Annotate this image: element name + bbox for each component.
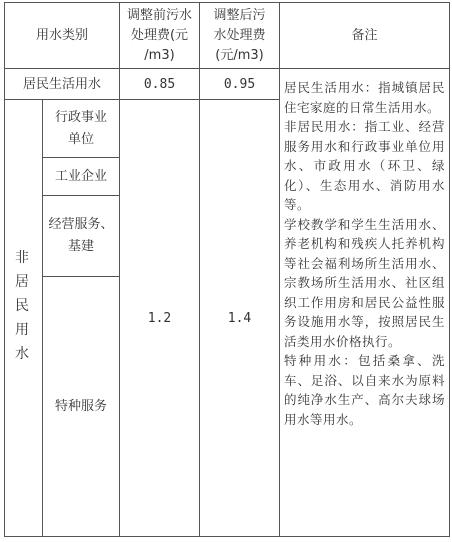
non-resident-char-2: 居 — [15, 274, 29, 290]
non-resident-char-5: 水 — [15, 346, 29, 362]
subcategory-service-line1: 经营服务、 — [48, 217, 114, 232]
resident-label-text: 居民生活用水 — [22, 76, 101, 92]
non-resident-char-1: 非 — [15, 250, 29, 266]
remark-welfare: 学校教学和学生生活用水、养老机构和残疾人托养机构等社会福利场所生活用水、宗教场所生活用水、社区组织工作用房和居民公益性服务设施用水等，按照居民生活类用水价格执行。 — [284, 216, 445, 349]
header-before-line3: /m3) — [144, 47, 175, 63]
non-resident-before-value — [120, 100, 199, 536]
non-resident-label — [10, 246, 34, 366]
remark-non-resident: 非居民用水：指工业、经营服务用水和行政事业单位用水、市政用水（环卫、绿化）、生态用水、消防用水等。 — [284, 119, 445, 212]
subcategory-industry-text: 工业企业 — [54, 169, 107, 184]
resident-label — [5, 69, 119, 99]
remark-resident: 居民生活用水：指城镇居民住宅家庭的日常生活用水。 — [284, 80, 445, 115]
header-after-line1: 调整后污 — [213, 7, 266, 23]
after-column-divider — [279, 2, 280, 537]
subcategory-gov-line1: 行政事业 — [54, 109, 107, 125]
non-resident-char-4: 用 — [15, 322, 29, 338]
resident-after-value — [200, 69, 279, 99]
resident-after-text: 0.95 — [223, 76, 256, 92]
header-remark-label: 备注 — [351, 27, 378, 43]
header-remark — [280, 3, 449, 68]
subcategory-service-line2: 基建 — [67, 239, 94, 254]
resident-before-value — [120, 69, 199, 99]
subcategory-gov-line2: 单位 — [67, 131, 94, 147]
subcategory-service — [43, 196, 119, 276]
header-after-line2: 水处理费 — [213, 27, 266, 43]
subcategory-special — [43, 277, 119, 536]
header-category-label: 用水类别 — [35, 27, 88, 43]
header-before — [120, 3, 199, 68]
header-after — [200, 3, 279, 68]
header-after-line3: (元/m3) — [215, 47, 264, 63]
subcategory-special-text: 特种服务 — [54, 399, 107, 414]
subcategory-industry — [43, 158, 119, 195]
header-before-line2: 处理费(元 — [130, 27, 189, 43]
non-resident-after-text: 1.4 — [227, 310, 252, 326]
remark-column — [284, 78, 445, 429]
header-before-line1: 调整前污水 — [126, 7, 192, 23]
resident-before-text: 0.85 — [143, 76, 176, 92]
non-resident-before-text: 1.2 — [147, 310, 172, 326]
non-resident-char-3: 民 — [15, 298, 29, 314]
header-category — [5, 3, 119, 68]
subcategory-gov — [43, 100, 119, 157]
remark-special: 特种用水：包括桑拿、洗车、足浴、以自来水为原料的纯净水生产、高尔夫球场用水等用水。 — [284, 353, 445, 427]
table-border-right — [449, 2, 450, 537]
table-border-bottom — [4, 536, 450, 537]
non-resident-after-value — [200, 100, 279, 536]
